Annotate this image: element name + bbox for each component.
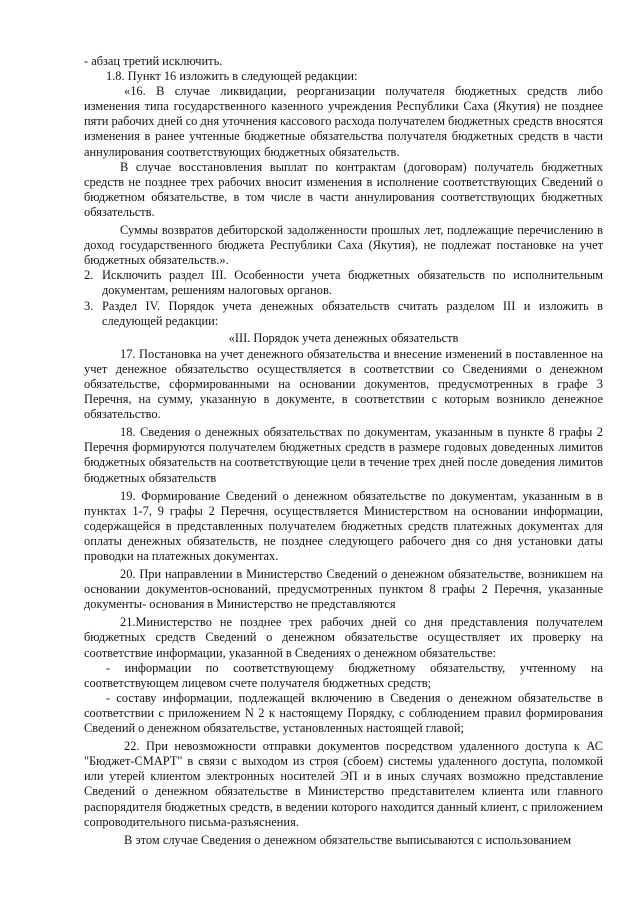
paragraph: 22. При невозможности отправки документов посредством удаленного доступа к АС "Бюджет-СМАРТ" в связи с выходом из строя (сбоем) системы удаленного доступа, поломкой или утерей клиентом электронных носителей ЭП и в иных случаях возможно представление Сведений о денежном обязательстве в Министерство представителем клиента или главного распорядителя бюджетных средств, в ведении которого находится данный клиент, с приложением сопроводительного письма-разъяснения. [84, 739, 603, 829]
paragraph: 18. Сведения о денежных обязательствах по документам, указанным в пункте 8 графы 2 Перечня формируются получателем бюджетных средств в размере годовых доведенных лимитов бюджетных обязательств на соответствующие цели в течение трех дней после доведения лимитов бюджетных обязательств [84, 425, 603, 485]
paragraph: «16. В случае ликвидации, реорганизации получателя бюджетных средств либо изменения типа государственного казенного учреждения Республики Саха (Якутия) не позднее пяти рабочих дней со дня уточнения кассового расхода получателем бюджетных средств вносятся изменения в ранее учтенные бюджетные обязательства получателя бюджетных средств в части аннулирования соответствующих бюджетных обязательств. [84, 84, 603, 159]
paragraph: Раздел IV. Порядок учета денежных обязательств считать разделом III и изложить в следующей редакции: [102, 298, 603, 328]
document-page [84, 54, 603, 848]
paragraph: Исключить раздел III. Особенности учета бюджетных обязательств по исполнительным документам, решениям налоговых органов. [102, 268, 603, 298]
paragraph: 1.8. Пункт 16 изложить в следующей редакции: [106, 69, 358, 84]
paragraph: 19. Формирование Сведений о денежном обязательстве по документам, указанным в в пунктах 1-7, 9 графы 2 Перечня, осуществляется Министерством на основании информации, содержащейся в представленных получателем бюджетных средств платежных документах для оплаты денежных обязательств, не позднее следующего рабочего дня со дня установки даты проводки на платежных документах. [84, 488, 603, 563]
paragraph: - составу информации, подлежащей включению в Сведения о денежном обязательстве в соответствии с приложением N 2 к настоящему Порядку, с соблюдением правил формирования Сведений о денежном обязательстве, установленных настоящей главой; [84, 690, 603, 736]
paragraph: В этом случае Сведения о денежном обязательстве выписываются с использованием [124, 832, 572, 847]
list-number: 2. [84, 268, 94, 283]
paragraph: Суммы возвратов дебиторской задолженности прошлых лет, подлежащие перечислению в доход государственного бюджета Республики Саха (Якутия), не подлежат постановке на учет бюджетных обязательств.». [84, 223, 603, 268]
paragraph: В случае восстановления выплат по контрактам (договорам) получатель бюджетных средств не позднее трех рабочих вносит изменения в исполнение соответствующих Сведений о бюджетном обязательстве, в том числе в части аннулирования соответствующих бюджетных обязательств. [84, 159, 603, 219]
paragraph: 20. При направлении в Министерство Сведений о денежном обязательстве, возникшем на основании документов-оснований, предусмотренных пунктом 8 графы 2 Перечня, указанные документы- основания в Министерство не представляются [84, 567, 603, 612]
list-number: 3. [84, 298, 94, 313]
section-heading: «III. Порядок учета денежных обязательств [228, 330, 459, 345]
paragraph: - информации по соответствующему бюджетному обязательству, учтенному на соответствующем лицевом счете получателя бюджетных средств; [84, 660, 603, 690]
numbered-item [84, 268, 603, 298]
numbered-item [84, 299, 603, 329]
paragraph: - абзац третий исключить. [84, 54, 223, 68]
paragraph: 21.Министерство не позднее трех рабочих дней со дня представления получателем бюджетных средств Сведений о денежном обязательстве осуществляет их проверку на соответствие информации, указанной в Сведениях о денежном обязательстве: [84, 615, 603, 660]
paragraph: 17. Постановка на учет денежного обязательства и внесение изменений в поставленное на учет денежное обязательство осуществляется в соответствии со Сведениями о денежном обязательстве, сформированными на основании документов, предусмотренных в графе 3 Перечня, на сумму, указанную в документе, в соответствии с которым возникло денежное обязательство. [84, 346, 603, 422]
